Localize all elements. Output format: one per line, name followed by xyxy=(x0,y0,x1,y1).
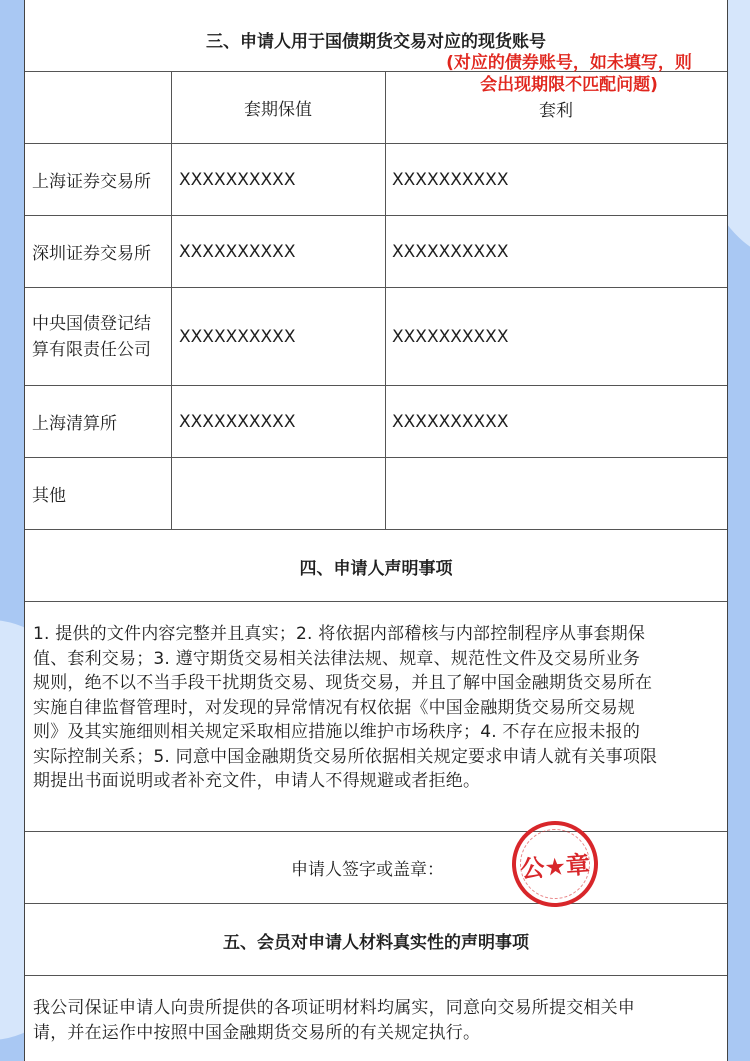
table-header-row xyxy=(25,72,727,144)
hedge-account: XXXXXXXXXX xyxy=(179,411,296,432)
section3-title: 三、申请人用于国债期货交易对应的现货账号 xyxy=(206,32,546,52)
hedge-account xyxy=(179,458,385,529)
exchange-name: 深圳证券交易所 xyxy=(32,244,151,264)
arbitrage-account: XXXXXXXXXX xyxy=(392,241,509,262)
header-arbitrage: 套利 xyxy=(539,101,573,121)
arbitrage-account: XXXXXXXXXX xyxy=(392,326,509,347)
column-divider xyxy=(385,458,386,529)
member-declaration-text xyxy=(33,996,719,1045)
declaration-line: 值、套利交易；3. 遵守期货交易相关法律法规、规章、规范性文件及交易所业务 xyxy=(33,648,641,669)
arbitrage-account: XXXXXXXXXX xyxy=(392,411,509,432)
column-divider xyxy=(385,216,386,287)
declaration-line: 实施自律监督管理时，对发现的异常情况有权依据《中国金融期货交易所交易规 xyxy=(33,697,635,718)
exchange-name: 上海清算所 xyxy=(32,414,117,434)
exchange-name: 其他 xyxy=(32,486,66,506)
section5-title: 五、会员对申请人材料真实性的声明事项 xyxy=(223,933,529,953)
declaration-line: 期提出书面说明或者补充文件，申请人不得规避或者拒绝。 xyxy=(33,771,481,791)
section3-note-line1: (对应的债券账号，如未填写，则 xyxy=(446,53,692,73)
section3-note-line2: 会出现期限不匹配问题) xyxy=(480,75,658,95)
table-row xyxy=(25,216,727,288)
table-row xyxy=(25,144,727,216)
arbitrage-account: XXXXXXXXXX xyxy=(392,169,509,190)
table-row xyxy=(25,288,727,386)
company-seal xyxy=(509,818,601,910)
hedge-account: XXXXXXXXXX xyxy=(179,241,296,262)
exchange-name: 上海证券交易所 xyxy=(32,172,151,192)
declaration-line: 实际控制关系；5. 同意中国金融期货交易所依据相关规定要求申请人就有关事项限 xyxy=(33,746,658,767)
declaration-line: 则》及其实施细则相关规定采取相应措施以维护市场秩序；4. 不存在应报未报的 xyxy=(33,722,641,742)
section4-title-row xyxy=(25,530,727,602)
exchange-name xyxy=(32,288,171,385)
section4-title: 四、申请人声明事项 xyxy=(299,559,453,579)
seal-inner-ring xyxy=(518,827,593,902)
section5-title-row xyxy=(25,904,727,976)
declaration-text xyxy=(33,622,719,794)
hedge-account: XXXXXXXXXX xyxy=(179,169,296,190)
column-divider xyxy=(385,386,386,457)
declaration-line: 1. 提供的文件内容完整并且真实；2. 将依据内部稽核与内部控制程序从事套期保 xyxy=(33,624,646,644)
column-divider xyxy=(171,288,172,385)
hedge-account: XXXXXXXXXX xyxy=(179,326,296,347)
section3-title-row xyxy=(25,0,727,72)
table-row xyxy=(25,386,727,458)
section5-declaration-row xyxy=(25,976,727,1061)
signature-label: 申请人签字或盖章： xyxy=(291,860,444,880)
header-hedge: 套期保值 xyxy=(244,100,312,120)
seal-text: 公★章 xyxy=(519,850,591,883)
column-divider xyxy=(171,458,172,529)
member-declaration-line: 我公司保证申请人向贵所提供的各项证明材料均属实，同意向交易所提交相关申 xyxy=(33,998,635,1018)
member-declaration-line: 请，并在运作中按照中国金融期货交易所的有关规定执行。 xyxy=(33,1022,481,1043)
document-page xyxy=(24,0,728,1061)
column-divider xyxy=(171,386,172,457)
table-row xyxy=(25,458,727,530)
exchange-name-line2: 算有限责任公司 xyxy=(32,339,151,360)
signature-row xyxy=(25,832,727,904)
column-divider xyxy=(171,144,172,215)
header-empty xyxy=(25,72,171,143)
column-divider xyxy=(385,144,386,215)
declaration-line: 规则，绝不以不当手段干扰期货交易、现货交易，并且了解中国金融期货交易所在 xyxy=(33,673,653,693)
arbitrage-account xyxy=(392,458,727,529)
column-divider xyxy=(385,288,386,385)
exchange-name-line1: 中央国债登记结 xyxy=(32,313,151,334)
column-divider xyxy=(171,216,172,287)
section4-declaration-row xyxy=(25,602,727,832)
